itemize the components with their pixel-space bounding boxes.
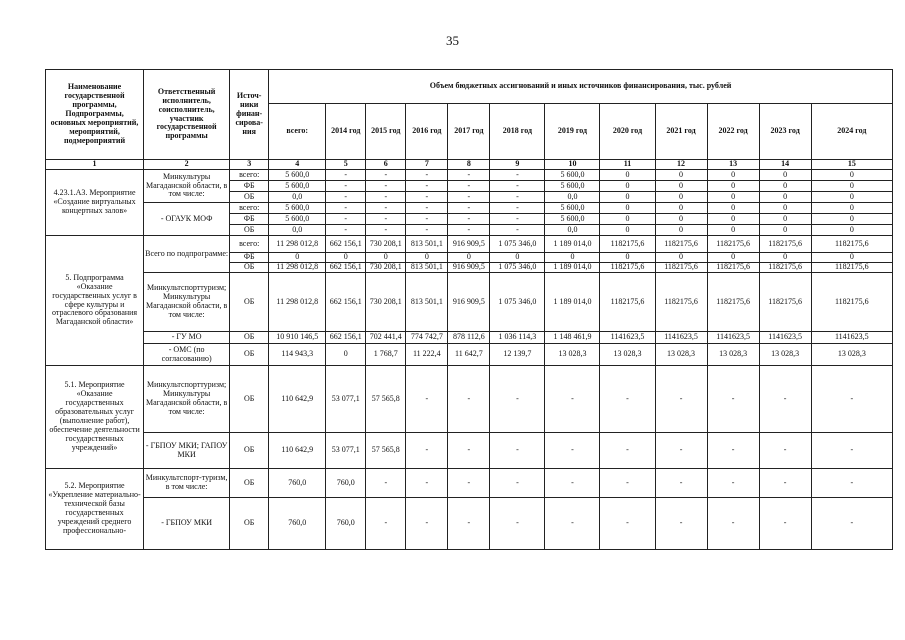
activity-name: 4.23.1.А3. Мероприятие «Создание виртуальных концертных залов» bbox=[46, 170, 144, 236]
amount-cell: 53 077,1 bbox=[326, 366, 366, 433]
page-number: 35 bbox=[446, 33, 459, 48]
source-cell: ОБ bbox=[230, 498, 269, 550]
amount-cell: 0 bbox=[600, 214, 655, 225]
source-cell: ОБ bbox=[230, 433, 269, 469]
table-row bbox=[46, 498, 893, 550]
amount-cell: 878 112,6 bbox=[448, 332, 490, 344]
amount-cell: 0 bbox=[600, 225, 655, 236]
amount-cell: 0 bbox=[655, 203, 707, 214]
amount-cell: 11 642,7 bbox=[448, 344, 490, 366]
col-number: 15 bbox=[811, 160, 892, 170]
table-row bbox=[46, 332, 893, 344]
col-number: 12 bbox=[655, 160, 707, 170]
amount-cell: 662 156,1 bbox=[326, 273, 366, 332]
amount-cell: 0 bbox=[707, 170, 759, 181]
amount-cell: - bbox=[326, 225, 366, 236]
source-cell: ОБ bbox=[230, 332, 269, 344]
source-cell: всего: bbox=[230, 170, 269, 181]
amount-cell: 1 148 461,9 bbox=[545, 332, 600, 344]
amount-cell: 730 208,1 bbox=[366, 236, 406, 253]
amount-cell: - bbox=[448, 469, 490, 498]
amount-cell: - bbox=[600, 433, 655, 469]
amount-cell: 1182175,6 bbox=[811, 263, 892, 273]
amount-cell: 13 028,3 bbox=[707, 344, 759, 366]
amount-cell: - bbox=[655, 366, 707, 433]
amount-cell: - bbox=[600, 498, 655, 550]
amount-cell: 1182175,6 bbox=[655, 273, 707, 332]
amount-cell: 0 bbox=[655, 170, 707, 181]
amount-cell: 730 208,1 bbox=[366, 263, 406, 273]
amount-cell: 13 028,3 bbox=[655, 344, 707, 366]
amount-cell: - bbox=[406, 203, 448, 214]
amount-cell: 0 bbox=[366, 253, 406, 263]
header-year: 2022 год bbox=[707, 104, 759, 160]
amount-cell: - bbox=[448, 170, 490, 181]
amount-cell: 0 bbox=[707, 225, 759, 236]
amount-cell: - bbox=[811, 366, 892, 433]
amount-cell: - bbox=[655, 498, 707, 550]
col-number: 7 bbox=[406, 160, 448, 170]
amount-cell: 1 189 014,0 bbox=[545, 263, 600, 273]
header-year: 2019 год bbox=[545, 104, 600, 160]
amount-cell: - bbox=[490, 498, 545, 550]
amount-cell: - bbox=[707, 469, 759, 498]
amount-cell: 5 600,0 bbox=[545, 181, 600, 192]
financing-table bbox=[45, 69, 893, 550]
amount-cell: 1182175,6 bbox=[759, 263, 811, 273]
amount-cell: 1182175,6 bbox=[811, 273, 892, 332]
amount-cell: 11 298 012,8 bbox=[269, 273, 326, 332]
source-cell: ОБ bbox=[230, 366, 269, 433]
amount-cell: 702 441,4 bbox=[366, 332, 406, 344]
executor-cell: Минкультспорт-туризм, в том числе: bbox=[144, 469, 230, 498]
amount-cell: 0 bbox=[811, 192, 892, 203]
amount-cell: - bbox=[759, 498, 811, 550]
amount-cell: 0 bbox=[655, 192, 707, 203]
amount-cell: - bbox=[490, 469, 545, 498]
header-year: 2021 год bbox=[655, 104, 707, 160]
amount-cell: 13 028,3 bbox=[545, 344, 600, 366]
amount-cell: 1 075 346,0 bbox=[490, 263, 545, 273]
amount-cell: 5 600,0 bbox=[269, 214, 326, 225]
amount-cell: - bbox=[759, 469, 811, 498]
source-cell: ОБ bbox=[230, 469, 269, 498]
amount-cell: 760,0 bbox=[326, 498, 366, 550]
amount-cell: 0 bbox=[406, 253, 448, 263]
amount-cell: 1141623,5 bbox=[707, 332, 759, 344]
header-year: 2014 год bbox=[326, 104, 366, 160]
amount-cell: 12 139,7 bbox=[490, 344, 545, 366]
amount-cell: 0 bbox=[545, 253, 600, 263]
amount-cell: 1182175,6 bbox=[811, 236, 892, 253]
amount-cell: 662 156,1 bbox=[326, 263, 366, 273]
activity-name: 5.2. Мероприятие «Укрепление материально-технической базы государственных учреждений среднего профессионально- bbox=[46, 469, 144, 550]
source-cell: всего: bbox=[230, 236, 269, 253]
amount-cell: 1 189 014,0 bbox=[545, 236, 600, 253]
amount-cell: 1141623,5 bbox=[811, 332, 892, 344]
amount-cell: 760,0 bbox=[326, 469, 366, 498]
executor-cell: - ОГАУК МОФ bbox=[144, 203, 230, 236]
source-cell: ОБ bbox=[230, 192, 269, 203]
amount-cell: 0 bbox=[269, 253, 326, 263]
amount-cell: 760,0 bbox=[269, 469, 326, 498]
amount-cell: 0 bbox=[600, 170, 655, 181]
amount-cell: - bbox=[545, 498, 600, 550]
amount-cell: 1182175,6 bbox=[655, 236, 707, 253]
amount-cell: 0 bbox=[326, 253, 366, 263]
executor-cell: Минкультуры Магаданской области, в том числе: bbox=[144, 170, 230, 203]
table-row bbox=[46, 469, 893, 498]
amount-cell: - bbox=[707, 498, 759, 550]
amount-cell: 1182175,6 bbox=[600, 273, 655, 332]
amount-cell: - bbox=[490, 203, 545, 214]
amount-cell: - bbox=[406, 192, 448, 203]
amount-cell: - bbox=[707, 433, 759, 469]
amount-cell: - bbox=[490, 225, 545, 236]
header-executor: Ответственный исполнитель, соисполнитель, участник государственной программы bbox=[144, 70, 230, 160]
amount-cell: 1141623,5 bbox=[759, 332, 811, 344]
amount-cell: 1182175,6 bbox=[759, 273, 811, 332]
amount-cell: 0 bbox=[811, 214, 892, 225]
source-cell: ФБ bbox=[230, 214, 269, 225]
table-row bbox=[46, 203, 893, 214]
table-row bbox=[46, 366, 893, 433]
header-total: всего: bbox=[269, 104, 326, 160]
amount-cell: - bbox=[326, 214, 366, 225]
amount-cell: 1 768,7 bbox=[366, 344, 406, 366]
header-year: 2024 год bbox=[811, 104, 892, 160]
amount-cell: - bbox=[326, 192, 366, 203]
col-number: 6 bbox=[366, 160, 406, 170]
col-number: 5 bbox=[326, 160, 366, 170]
amount-cell: 0 bbox=[490, 253, 545, 263]
amount-cell: 0 bbox=[759, 170, 811, 181]
amount-cell: - bbox=[600, 469, 655, 498]
amount-cell: 0 bbox=[759, 192, 811, 203]
source-cell: ОБ bbox=[230, 344, 269, 366]
amount-cell: 916 909,5 bbox=[448, 273, 490, 332]
col-number: 14 bbox=[759, 160, 811, 170]
col-number: 10 bbox=[545, 160, 600, 170]
header-year: 2018 год bbox=[490, 104, 545, 160]
header-year: 2023 год bbox=[759, 104, 811, 160]
amount-cell: 0 bbox=[811, 203, 892, 214]
amount-cell: - bbox=[406, 170, 448, 181]
amount-cell: 0 bbox=[707, 214, 759, 225]
amount-cell: 760,0 bbox=[269, 498, 326, 550]
amount-cell: - bbox=[490, 366, 545, 433]
amount-cell: - bbox=[406, 214, 448, 225]
amount-cell: 1141623,5 bbox=[655, 332, 707, 344]
source-cell: ОБ bbox=[230, 273, 269, 332]
source-cell: ОБ bbox=[230, 225, 269, 236]
amount-cell: - bbox=[600, 366, 655, 433]
amount-cell: 13 028,3 bbox=[811, 344, 892, 366]
amount-cell: 1182175,6 bbox=[707, 263, 759, 273]
amount-cell: 0,0 bbox=[269, 225, 326, 236]
amount-cell: 5 600,0 bbox=[269, 203, 326, 214]
amount-cell: 0 bbox=[655, 253, 707, 263]
amount-cell: 916 909,5 bbox=[448, 236, 490, 253]
amount-cell: 0 bbox=[655, 214, 707, 225]
amount-cell: - bbox=[366, 498, 406, 550]
amount-cell: 5 600,0 bbox=[545, 170, 600, 181]
amount-cell: - bbox=[759, 433, 811, 469]
amount-cell: 0 bbox=[707, 253, 759, 263]
amount-cell: 1182175,6 bbox=[655, 263, 707, 273]
amount-cell: 110 642,9 bbox=[269, 433, 326, 469]
amount-cell: - bbox=[490, 181, 545, 192]
amount-cell: 0 bbox=[707, 181, 759, 192]
amount-cell: 13 028,3 bbox=[759, 344, 811, 366]
amount-cell: 0 bbox=[811, 253, 892, 263]
activity-name: 5.1. Мероприятие «Оказание государственных образовательных услуг (выполнение работ), обеспечение деятельности государственных учреждений» bbox=[46, 366, 144, 469]
amount-cell: 813 501,1 bbox=[406, 273, 448, 332]
amount-cell: 0 bbox=[707, 192, 759, 203]
header-name: Наименование государственной программы, Подпрограммы, основных мероприятий, мероприятий, подмероприятий bbox=[46, 70, 144, 160]
col-number: 3 bbox=[230, 160, 269, 170]
table-row bbox=[46, 236, 893, 253]
amount-cell: - bbox=[545, 433, 600, 469]
amount-cell: 5 600,0 bbox=[545, 203, 600, 214]
amount-cell: 0 bbox=[759, 225, 811, 236]
amount-cell: 730 208,1 bbox=[366, 273, 406, 332]
amount-cell: - bbox=[811, 469, 892, 498]
executor-cell: - ОМС (по согласованию) bbox=[144, 344, 230, 366]
amount-cell: - bbox=[490, 214, 545, 225]
executor-cell: Минкультспорттуризм; Минкультуры Магаданской области, в том числе: bbox=[144, 366, 230, 433]
header-volume: Объем бюджетных ассигнований и иных источников финансирования, тыс. рублей bbox=[269, 70, 893, 104]
amount-cell: 0 bbox=[326, 344, 366, 366]
amount-cell: 53 077,1 bbox=[326, 433, 366, 469]
amount-cell: - bbox=[406, 433, 448, 469]
header-year: 2020 год bbox=[600, 104, 655, 160]
amount-cell: - bbox=[448, 181, 490, 192]
amount-cell: 0 bbox=[811, 181, 892, 192]
amount-cell: 1 036 114,3 bbox=[490, 332, 545, 344]
amount-cell: 11 222,4 bbox=[406, 344, 448, 366]
amount-cell: 1182175,6 bbox=[707, 273, 759, 332]
amount-cell: 1 189 014,0 bbox=[545, 273, 600, 332]
executor-cell: - ГУ МО bbox=[144, 332, 230, 344]
amount-cell: - bbox=[490, 192, 545, 203]
amount-cell: 10 910 146,5 bbox=[269, 332, 326, 344]
amount-cell: 5 600,0 bbox=[269, 181, 326, 192]
source-cell: ОБ bbox=[230, 263, 269, 273]
col-number: 9 bbox=[490, 160, 545, 170]
amount-cell: - bbox=[448, 203, 490, 214]
amount-cell: 1 075 346,0 bbox=[490, 236, 545, 253]
amount-cell: - bbox=[811, 498, 892, 550]
amount-cell: 0 bbox=[600, 192, 655, 203]
amount-cell: 57 565,8 bbox=[366, 433, 406, 469]
amount-cell: - bbox=[406, 366, 448, 433]
amount-cell: - bbox=[448, 192, 490, 203]
amount-cell: 11 298 012,8 bbox=[269, 263, 326, 273]
amount-cell: 5 600,0 bbox=[545, 214, 600, 225]
table-row bbox=[46, 273, 893, 332]
amount-cell: 1182175,6 bbox=[600, 236, 655, 253]
amount-cell: 813 501,1 bbox=[406, 236, 448, 253]
amount-cell: 1182175,6 bbox=[600, 263, 655, 273]
amount-cell: - bbox=[366, 181, 406, 192]
amount-cell: - bbox=[655, 469, 707, 498]
amount-cell: 114 943,3 bbox=[269, 344, 326, 366]
amount-cell: - bbox=[326, 181, 366, 192]
amount-cell: 0,0 bbox=[545, 225, 600, 236]
amount-cell: 0,0 bbox=[269, 192, 326, 203]
source-cell: всего: bbox=[230, 203, 269, 214]
amount-cell: 0 bbox=[811, 225, 892, 236]
amount-cell: 0 bbox=[759, 181, 811, 192]
amount-cell: 774 742,7 bbox=[406, 332, 448, 344]
col-number: 2 bbox=[144, 160, 230, 170]
amount-cell: 1182175,6 bbox=[707, 236, 759, 253]
executor-cell: Всего по подпрограмме: bbox=[144, 236, 230, 273]
amount-cell: 0 bbox=[759, 214, 811, 225]
amount-cell: - bbox=[448, 214, 490, 225]
amount-cell: 0 bbox=[448, 253, 490, 263]
amount-cell: - bbox=[366, 192, 406, 203]
header-source: Источ-ники финан-сирова-ния bbox=[230, 70, 269, 160]
header-year: 2015 год bbox=[366, 104, 406, 160]
amount-cell: 0 bbox=[759, 203, 811, 214]
col-number: 8 bbox=[448, 160, 490, 170]
amount-cell: - bbox=[326, 170, 366, 181]
amount-cell: 110 642,9 bbox=[269, 366, 326, 433]
amount-cell: 662 156,1 bbox=[326, 236, 366, 253]
amount-cell: 0 bbox=[655, 181, 707, 192]
amount-cell: - bbox=[545, 469, 600, 498]
executor-cell: - ГБПОУ МКИ; ГАПОУ МКИ bbox=[144, 433, 230, 469]
amount-cell: - bbox=[448, 225, 490, 236]
amount-cell: - bbox=[448, 366, 490, 433]
amount-cell: - bbox=[366, 214, 406, 225]
amount-cell: - bbox=[366, 469, 406, 498]
amount-cell: 11 298 012,8 bbox=[269, 236, 326, 253]
amount-cell: - bbox=[707, 366, 759, 433]
amount-cell: 57 565,8 bbox=[366, 366, 406, 433]
source-cell: ФБ bbox=[230, 181, 269, 192]
subprogram-name: 5. Подпрограмма «Оказание государственных услуг в сфере культуры и отраслевого образования Магаданской области» bbox=[46, 236, 144, 366]
source-cell: ФБ bbox=[230, 253, 269, 263]
table-row bbox=[46, 344, 893, 366]
table-row bbox=[46, 170, 893, 181]
amount-cell: - bbox=[655, 433, 707, 469]
amount-cell: - bbox=[490, 170, 545, 181]
amount-cell: - bbox=[366, 225, 406, 236]
col-number: 13 bbox=[707, 160, 759, 170]
amount-cell: - bbox=[448, 433, 490, 469]
amount-cell: 0 bbox=[759, 253, 811, 263]
amount-cell: - bbox=[448, 498, 490, 550]
amount-cell: 0 bbox=[600, 203, 655, 214]
amount-cell: 13 028,3 bbox=[600, 344, 655, 366]
amount-cell: 1141623,5 bbox=[600, 332, 655, 344]
amount-cell: - bbox=[406, 225, 448, 236]
amount-cell: 1182175,6 bbox=[759, 236, 811, 253]
amount-cell: - bbox=[326, 203, 366, 214]
executor-cell: Минкультспорттуризм; Минкультуры Магаданской области, в том числе: bbox=[144, 273, 230, 332]
amount-cell: - bbox=[545, 366, 600, 433]
amount-cell: - bbox=[406, 181, 448, 192]
amount-cell: - bbox=[811, 433, 892, 469]
amount-cell: 0,0 bbox=[545, 192, 600, 203]
table-row bbox=[46, 433, 893, 469]
amount-cell: - bbox=[406, 469, 448, 498]
amount-cell: - bbox=[366, 203, 406, 214]
amount-cell: - bbox=[759, 366, 811, 433]
amount-cell: - bbox=[490, 433, 545, 469]
col-number: 4 bbox=[269, 160, 326, 170]
amount-cell: 662 156,1 bbox=[326, 332, 366, 344]
amount-cell: 0 bbox=[655, 225, 707, 236]
header-year: 2016 год bbox=[406, 104, 448, 160]
amount-cell: 0 bbox=[600, 181, 655, 192]
header-year: 2017 год bbox=[448, 104, 490, 160]
amount-cell: 916 909,5 bbox=[448, 263, 490, 273]
col-number: 11 bbox=[600, 160, 655, 170]
amount-cell: 5 600,0 bbox=[269, 170, 326, 181]
amount-cell: 1 075 346,0 bbox=[490, 273, 545, 332]
amount-cell: - bbox=[406, 498, 448, 550]
amount-cell: 0 bbox=[707, 203, 759, 214]
amount-cell: - bbox=[366, 170, 406, 181]
col-number: 1 bbox=[46, 160, 144, 170]
amount-cell: 0 bbox=[811, 170, 892, 181]
amount-cell: 813 501,1 bbox=[406, 263, 448, 273]
amount-cell: 0 bbox=[600, 253, 655, 263]
executor-cell: - ГБПОУ МКИ bbox=[144, 498, 230, 550]
